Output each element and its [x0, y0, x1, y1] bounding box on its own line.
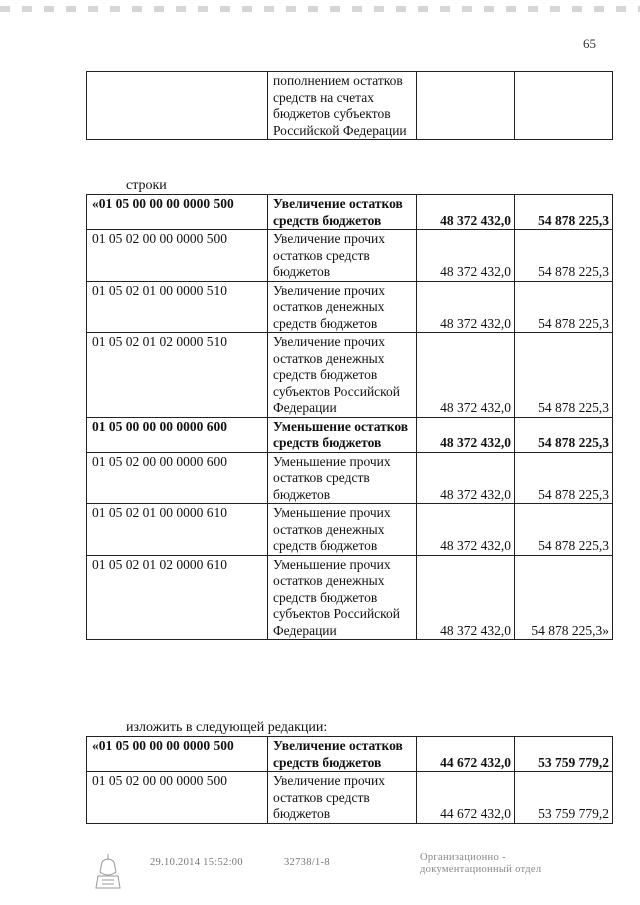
footer-org-line: Организационно - [420, 852, 506, 863]
table-row [87, 504, 613, 556]
table-new-edition [86, 736, 613, 824]
footer-org-line: документационный отдел [420, 864, 542, 875]
value-2014-cell [417, 72, 515, 140]
table-row [87, 333, 613, 418]
name-cell: пополнением остатков средств на счетах бюджетов субъектов Российской Федерации [268, 72, 417, 140]
value-2015-cell: 54 878 225,3 [515, 230, 613, 282]
emblem-stamp-icon [94, 852, 122, 892]
code-cell: «01 05 00 00 00 0000 500 [87, 195, 268, 230]
name-cell: Увеличение прочих остатков денежных средств бюджетов субъектов Российской Федерации [268, 333, 417, 418]
value-2015-cell: 54 878 225,3 [515, 452, 613, 504]
table-current-edition [86, 194, 613, 640]
code-cell: 01 05 00 00 00 0000 600 [87, 417, 268, 452]
value-2014-cell: 44 672 432,0 [417, 772, 515, 824]
code-cell: 01 05 02 01 02 0000 610 [87, 555, 268, 640]
code-cell: 01 05 02 01 02 0000 510 [87, 333, 268, 418]
footer-datetime: 29.10.2014 15:52:00 [150, 857, 243, 868]
value-2014-cell: 48 372 432,0 [417, 333, 515, 418]
scan-artifact-top [0, 6, 640, 12]
code-cell: 01 05 02 01 00 0000 510 [87, 281, 268, 333]
code-cell: «01 05 00 00 00 0000 500 [87, 737, 268, 772]
name-cell: Увеличение остатков средств бюджетов [268, 195, 417, 230]
value-2015-cell [515, 72, 613, 140]
table-row [87, 72, 613, 140]
page-number: 65 [583, 36, 596, 51]
table-row [87, 230, 613, 282]
name-cell: Увеличение прочих остатков средств бюджетов [268, 230, 417, 282]
code-cell: 01 05 02 01 00 0000 610 [87, 504, 268, 556]
value-2015-cell: 54 878 225,3 [515, 417, 613, 452]
footer-org-stamp [420, 852, 541, 876]
table-row [87, 555, 613, 640]
name-cell: Уменьшение прочих остатков денежных средств бюджетов [268, 504, 417, 556]
value-2015-cell: 54 878 225,3 [515, 333, 613, 418]
name-cell: Увеличение остатков средств бюджетов [268, 737, 417, 772]
value-2015-cell: 54 878 225,3 [515, 195, 613, 230]
code-cell: 01 05 02 00 00 0000 500 [87, 230, 268, 282]
caption-rows: строки [126, 178, 167, 193]
value-2014-cell: 48 372 432,0 [417, 555, 515, 640]
value-2014-cell: 48 372 432,0 [417, 230, 515, 282]
value-2014-cell: 48 372 432,0 [417, 417, 515, 452]
value-2015-cell: 54 878 225,3 [515, 504, 613, 556]
table-row [87, 195, 613, 230]
value-2014-cell: 48 372 432,0 [417, 281, 515, 333]
value-2014-cell: 48 372 432,0 [417, 195, 515, 230]
caption-new-edition: изложить в следующей редакции: [126, 720, 328, 735]
value-2014-cell: 48 372 432,0 [417, 504, 515, 556]
value-2015-cell: 54 878 225,3 [515, 281, 613, 333]
table-row [87, 417, 613, 452]
code-cell: 01 05 02 00 00 0000 500 [87, 772, 268, 824]
code-cell: 01 05 02 00 00 0000 600 [87, 452, 268, 504]
table-row [87, 281, 613, 333]
footer-doc-number: 32738/1-8 [284, 857, 330, 868]
table-row [87, 452, 613, 504]
name-cell: Уменьшение прочих остатков средств бюджетов [268, 452, 417, 504]
value-2014-cell: 48 372 432,0 [417, 452, 515, 504]
table-top-fragment [86, 71, 613, 140]
table-row [87, 737, 613, 772]
name-cell: Увеличение прочих остатков средств бюджетов [268, 772, 417, 824]
value-2015-cell: 53 759 779,2 [515, 737, 613, 772]
value-2015-cell: 53 759 779,2 [515, 772, 613, 824]
name-cell: Уменьшение прочих остатков денежных средств бюджетов субъектов Российской Федерации [268, 555, 417, 640]
value-2014-cell: 44 672 432,0 [417, 737, 515, 772]
value-2015-cell: 54 878 225,3» [515, 555, 613, 640]
name-cell: Уменьшение остатков средств бюджетов [268, 417, 417, 452]
name-cell: Увеличение прочих остатков денежных средств бюджетов [268, 281, 417, 333]
table-row [87, 772, 613, 824]
code-cell [87, 72, 268, 140]
